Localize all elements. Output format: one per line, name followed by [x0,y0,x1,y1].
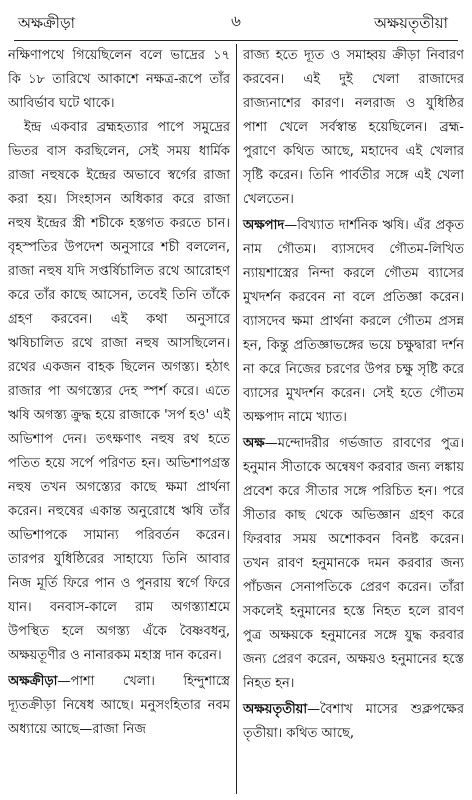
right-column [236,44,464,794]
entry-body: —মন্দোদরীর গর্ভজাত রাবণের পুত্র। হনুমান সীতাকে অন্বেষণ করবার জন্য লঙ্কায় প্রবেশ করে সীতার সঙ্গে পরিচিত হন। পরে সীতার কাছ থেকে অভিজ্ঞান গ্রহণ করে ফিরবার সময় অশোকবন বিনষ্ট করেন। তখন রাবণ হনুমানকে দমন করবার জন্য পাঁচজন সেনাপতিকে প্রেরণ করেন। তাঁরা সকলেই হনুমানের হস্তে নিহত হলে রাবণ পুত্র অক্ষয়কে হনুমানের সঙ্গে যুদ্ধ করবার জন্য প্রেরণ করেন, অক্ষয়ও হনুমানের হস্তে নিহত হন। [243,436,464,691]
two-column-body [8,44,464,794]
page-number: ৬ [231,12,241,30]
entry-akshakrira [8,670,230,742]
entry-akshapada [243,214,464,430]
left-paragraph-2: ইন্দ্র একবার ব্রহ্মহত্যার পাপে সমুদ্রের ভিতর বাস করছিলেন, সেই সময় ধার্মিক রাজা নহুষকে ইন্দ্রের অভাবে স্বর্গের রাজা করা হয়। সিংহাসন অধিকার করে রাজা নহুষ ইন্দ্রের স্ত্রী শচীকে হস্তগত করতে চান। বৃহস্পতির উপদেশ অনুসারে শচী বললেন, রাজা নহুষ যদি সপ্তর্ষিচালিত রথে আরোহণ করে তাঁর কাছে আসেন, তবেই তিনি তাঁকে গ্রহণ করবেন। এই কথা অনুসারে ঋষিচালিত রথে রাজা নহুষ আসছিলেন। রথের একজন বাহক ছিলেন অগস্ত্য। হঠাৎ রাজার পা অগস্ত্যের দেহ স্পর্শ করে। এতে ঋষি অগস্ত্য ক্রুদ্ধ হয়ে রাজাকে 'সর্প হও' এই অভিশাপ দেন। তৎক্ষণাৎ নহুষ রথ হতে পতিত হয়ে সর্পে পরিণত হন। অভিশাপগ্রস্ত নহুষ তখন অগস্ত্যের কাছে ক্ষমা প্রার্থনা করেন। নহুষের একান্ত অনুরোধে ঋষি তাঁর অভিশাপকে সামান্য পরিবর্তন করেন। তারপর যুধিষ্ঠিরের সাহায্যে তিনি আবার নিজ মূর্তি ফিরে পান ও পুনরায় স্বর্গে ফিরে যান। বনবাস-কালে রাম অগস্ত্যাশ্রমে উপস্থিত হলে অগস্ত্য এঁকে বৈষ্ণবধনু, অক্ষয়তূণীর ও নানারকম মহাস্ত্র দান করেন। [8,120,230,663]
entry-term: অক্ষ [243,436,265,451]
entry-akshaytritiya [243,698,464,746]
entry-aksha [243,432,464,696]
entry-body: —বৈশাখ মাসের শুক্লপক্ষের তৃতীয়া। কথিত আছে, [243,702,464,741]
header-right-keyword: অক্ষয়তৃতীয়া [374,14,448,32]
entry-term: অক্ষয়তৃতীয়া [243,702,308,717]
left-column [8,44,236,794]
entry-term: অক্ষপাদ [243,218,285,233]
right-paragraph-1: রাজ্য হতে দ্যূত ও সমাহ্বয় ক্রীড়া নিবারণ করবেন। এই দুই খেলা রাজাদের রাজ্যনাশের কারণ। নলরাজ ও যুধিষ্ঠির পাশা খেলে সর্বস্বান্ত হয়েছিলেন। ব্রহ্ম-পুরাণে কথিত আছে, মহাদেব এই খেলার সৃষ্টি করেন। তিনি পার্বতীর সঙ্গে এই খেলা খেলতেন। [243,48,464,207]
page-header [6,0,466,44]
left-paragraph-1: নক্ষিণাপথে গিয়েছিলেন বলে ভাদ্রের ১৭ কি ১৮ তারিখে আকাশে নক্ষত্র-রূপে তাঁর আবির্ভাব ঘটে থাকে। [8,48,230,111]
header-rule [14,40,458,41]
entry-term: অক্ষক্রীড়া [8,674,58,689]
entry-body: —বিখ্যাত দার্শনিক ঋষি। এঁর প্রকৃত নাম গৌতম। ব্যাসদেব গৌতম-লিখিত ন্যায়শাস্ত্রের নিন্দা করলে গৌতম ব্যাসের মুখদর্শন করবেন না বলে প্রতিজ্ঞা করেন। ব্যাসদেব ক্ষমা প্রার্থনা করলে গৌতম প্রসন্ন হন, কিন্তু প্রতিজ্ঞাভঙ্গের ভয়ে চক্ষুদ্বারা দর্শন না করে নিজের চরণের উপর চক্ষু সৃষ্টি করে ব্যাসের মুখদর্শন করেন। সেই হতে গৌতম অক্ষপাদ নামে খ্যাত। [243,218,464,425]
header-left-keyword: অক্ষক্রীড়া [18,14,76,32]
entry-body: —পাশা খেলা। হিন্দুশাস্ত্রে দ্যূতক্রীড়া নিষেধ আছে। মনুসংহিতার নবম অধ্যায়ে আছে—রাজা নিজ [8,674,230,737]
